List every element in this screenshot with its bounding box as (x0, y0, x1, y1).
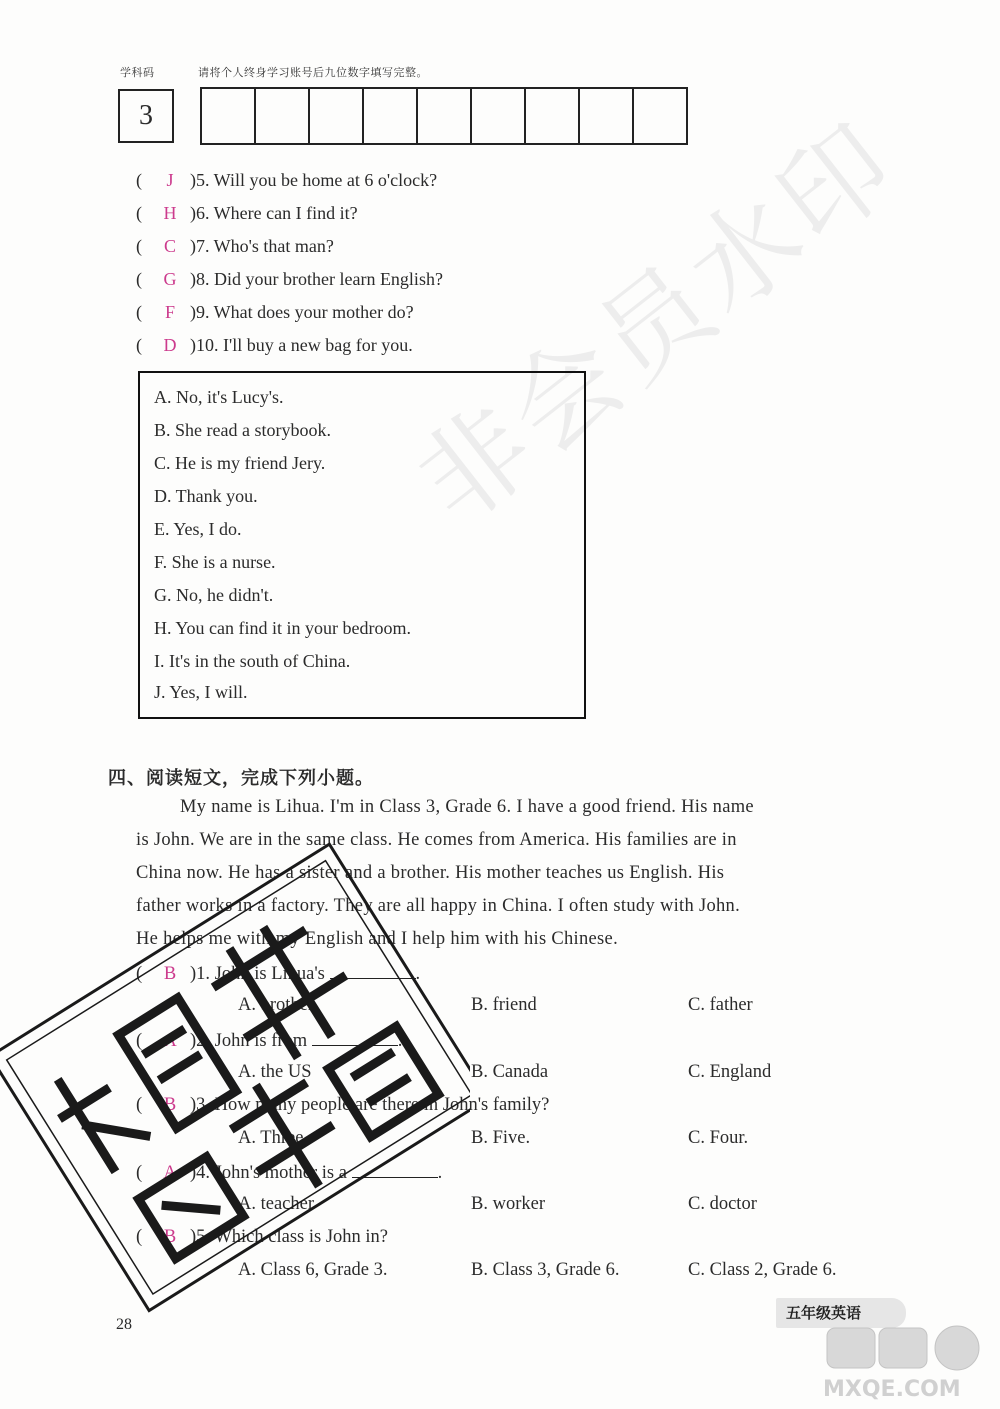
answer-letter: C (163, 236, 176, 256)
passage-line: China now. He has a sister and a brother. His mother teaches us English. His (136, 863, 725, 883)
question-stem: )1. John is Lihua's (190, 964, 325, 984)
matching-row (136, 302, 414, 323)
site-logo (815, 1320, 1000, 1405)
matching-row (136, 236, 334, 257)
subject-code-label: 学科码 (120, 66, 155, 79)
question-stem: )5. Which class is John in? (190, 1227, 388, 1247)
question-stem: )2. John is from (190, 1031, 308, 1051)
answer-options-box (138, 371, 586, 719)
choice: A. Three. (238, 1128, 309, 1148)
question-text: )10. I'll buy a new bag for you. (190, 335, 413, 355)
question-text: )9. What does your mother do? (190, 302, 414, 322)
section-title: 四、阅读短文，完成下列小题。 (108, 768, 374, 789)
open-paren: ( (136, 170, 142, 190)
open-paren: ( (136, 236, 142, 256)
choice: B. Five. (471, 1128, 531, 1148)
option-item: D. Thank you. (154, 486, 258, 506)
watermark-text: 非会员水印 (395, 98, 922, 549)
answer-letter: G (163, 269, 177, 289)
choice: B. worker (471, 1194, 545, 1214)
open-paren: ( (136, 1095, 143, 1115)
choice: A. Class 6, Grade 3. (238, 1260, 388, 1280)
question-text: )7. Who's that man? (190, 236, 334, 256)
passage-line: He helps me with my English and I help him with his Chinese. (136, 929, 618, 949)
choice: A. teacher (238, 1194, 315, 1214)
open-paren: ( (136, 1031, 143, 1051)
option-item: B. She read a storybook. (154, 420, 331, 440)
account-instruction: 请将个人终身学习账号后九位数字填写完整。 (198, 66, 428, 79)
choice: C. England (688, 1062, 772, 1082)
stamp-watermark (0, 840, 470, 1320)
matching-row (136, 269, 443, 290)
answer-letter: A (163, 1031, 177, 1051)
open-paren: ( (136, 1163, 143, 1183)
matching-row (136, 203, 358, 224)
option-item: G. No, he didn't. (154, 585, 274, 605)
option-item: A. No, it's Lucy's. (154, 387, 284, 407)
question-text: )5. Will you be home at 6 o'clock? (190, 170, 438, 190)
answer-letter: B (163, 964, 177, 984)
question-text: )6. Where can I find it? (190, 203, 358, 223)
question-stem: )3. How many people are there in John's family? (190, 1095, 550, 1115)
open-paren: ( (136, 1227, 143, 1247)
answer-letter: J (166, 170, 174, 190)
option-item: I. It's in the south of China. (154, 651, 351, 671)
choice: C. father (688, 995, 753, 1015)
option-item: E. Yes, I do. (154, 519, 242, 539)
choice: B. Canada (471, 1062, 549, 1082)
answer-letter: D (163, 335, 177, 355)
digit-box[interactable] (418, 89, 472, 143)
option-item: F. She is a nurse. (154, 552, 276, 572)
choice: B. friend (471, 995, 537, 1015)
digit-box[interactable] (472, 89, 526, 143)
open-paren: ( (136, 203, 142, 223)
choice: C. Class 2, Grade 6. (688, 1260, 837, 1280)
account-digit-boxes[interactable] (200, 87, 688, 145)
answer-letter: A (163, 1163, 177, 1183)
reading-question: ( A )2. John is from . (136, 1031, 403, 1051)
reading-question: ( B )1. John is Lihua's . (136, 964, 421, 984)
answer-letter: B (163, 1095, 177, 1115)
option-item: J. Yes, I will. (154, 682, 248, 702)
digit-box[interactable] (634, 89, 686, 143)
option-item: H. You can find it in your bedroom. (154, 618, 411, 638)
passage-line: My name is Lihua. I'm in Class 3, Grade 6. I have a good friend. His name (180, 797, 754, 817)
choice: C. Four. (688, 1128, 749, 1148)
passage-line: is John. We are in the same class. He comes from America. His families are in (136, 830, 737, 850)
digit-box[interactable] (256, 89, 310, 143)
svg-text:MXQE.COM: MXQE.COM (823, 1377, 961, 1402)
page-number: 28 (116, 1316, 132, 1333)
open-paren: ( (136, 302, 142, 322)
digit-box[interactable] (526, 89, 580, 143)
answer-letter: B (163, 1227, 177, 1247)
open-paren: ( (136, 964, 143, 984)
question-stem: )4. John's mother is a (190, 1163, 347, 1183)
digit-box[interactable] (580, 89, 634, 143)
choice: A. the US (238, 1062, 312, 1082)
choice: C. doctor (688, 1194, 757, 1214)
digit-box[interactable] (202, 89, 256, 143)
book-label: 五年级英语 (786, 1304, 862, 1322)
matching-row (136, 335, 413, 356)
open-paren: ( (136, 335, 142, 355)
digit-box[interactable] (364, 89, 418, 143)
question-text: )8. Did your brother learn English? (190, 269, 443, 289)
choice: B. Class 3, Grade 6. (471, 1260, 620, 1280)
choice: A. brother (238, 995, 315, 1015)
open-paren: ( (136, 269, 142, 289)
answer-letter: F (164, 302, 175, 322)
reading-question: ( A )4. John's mother is a . (136, 1163, 443, 1183)
digit-box[interactable] (310, 89, 364, 143)
option-item: C. He is my friend Jery. (154, 453, 326, 473)
answer-letter: H (163, 203, 177, 223)
subject-code-box (118, 89, 174, 143)
passage-line: father works in a factory. They are all happy in China. I often study with John. (136, 896, 741, 916)
matching-row (136, 170, 437, 191)
subject-code-value: 3 (139, 100, 153, 131)
